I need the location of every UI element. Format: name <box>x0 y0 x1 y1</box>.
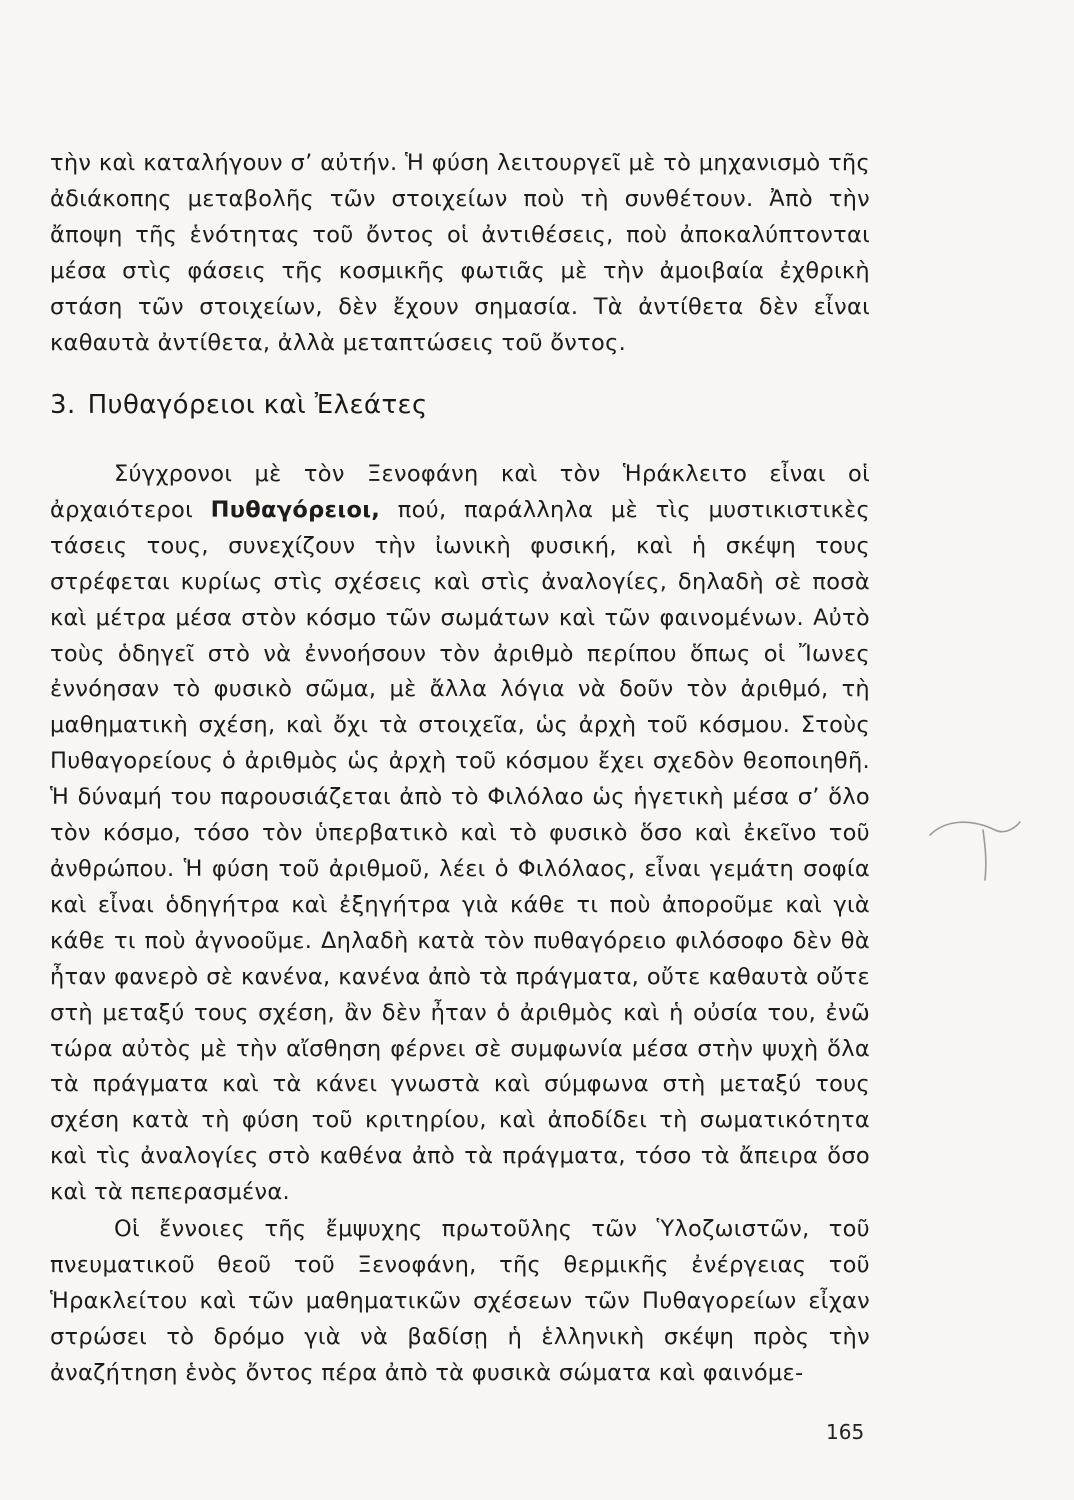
top-paragraph: τὴν καὶ καταλήγουν σ’ αὐτήν. Ἡ φύση λειτουργεῖ μὲ τὸ μηχανισμὸ τῆς ἀδιάκοπης μεταβολῆς τῶν στοιχείων ποὺ τὴ συνθέτουν. Ἀπὸ τὴν ἄποψη τῆς ἑνότητας τοῦ ὄντος οἱ ἀντιθέσεις, ποὺ ἀποκαλύπτονται μέσα στὶς φάσεις τῆς κοσμικῆς φωτιᾶς μὲ τὴν ἀμοιβαία ἐχθρικὴ στάση τῶν στοιχείων, δὲν ἔχουν σημασία. Τὰ ἀντίθετα δὲν εἶναι καθαυτὰ ἀντίθετα, ἀλλὰ μεταπτώσεις τοῦ ὄντος. <box>50 150 870 356</box>
section-title: Πυθαγόρειοι καὶ Ἐλεάτες <box>87 390 428 420</box>
top-text-block <box>50 146 870 361</box>
bold-term-pythagoreans: Πυθαγόρειοι, <box>210 496 381 523</box>
pencil-mark-icon <box>925 790 1025 890</box>
main-paragraph <box>50 457 870 1211</box>
section-number: 3. <box>50 390 76 420</box>
main-paragraph-lead: Σύγχρονοι μὲ τὸν Ξενοφάνη καὶ τὸν Ἡράκλειτο εἶναι οἱ ἀρχαιότεροι <box>50 461 870 523</box>
main-text-block <box>50 457 870 1211</box>
closing-text-block <box>50 1212 870 1392</box>
main-paragraph-rest: πού, παράλληλα μὲ τὶς μυστικιστικὲς τάσεις τους, συνεχίζουν τὴν ἰωνικὴ φυσική, καὶ ἡ σκέψη τους στρέφεται κυρίως στὶς σχέσεις καὶ στὶς ἀναλογίες, δηλαδὴ σὲ ποσὰ καὶ μέτρα μέσα στὸν κόσμο τῶν σωμάτων καὶ τῶν φαινομένων. Αὐτὸ τοὺς ὁδηγεῖ στὸ νὰ ἐννοήσουν τὸν ἀριθμὸ περίπου ὅπως οἱ Ἴωνες ἐννόησαν τὸ φυσικὸ σῶμα, μὲ ἄλλα λόγια νὰ δοῦν τὸν ἀριθμό, τὴ μαθηματικὴ σχέση, καὶ ὄχι τὰ στοιχεῖα, ὡς ἀρχὴ τοῦ κόσμου. Στοὺς Πυθαγορείους ὁ ἀριθμὸς ὡς ἀρχὴ τοῦ κόσμου ἔχει σχεδὸν θεοποιηθῆ. Ἡ δύναμή του παρουσιάζεται ἀπὸ τὸ Φιλόλαο ὡς ἡγετικὴ μέσα σ’ ὅλο τὸν κόσμο, τόσο τὸν ὑπερβατικὸ καὶ τὸ φυσικὸ ὅσο καὶ ἐκεῖνο τοῦ ἀνθρώπου. Ἡ φύση τοῦ ἀριθμοῦ, λέει ὁ Φιλόλαος, εἶναι γεμάτη σοφία καὶ εἶναι ὁδηγήτρα καὶ ἐξηγήτρα γιὰ κάθε τι ποὺ ἀποροῦμε καὶ γιὰ κάθε τι ποὺ ἀγνοοῦμε. Δηλαδὴ κατὰ τὸν πυθαγόρειο φιλόσοφο δὲν θὰ ἦταν φανερὸ σὲ κανένα, κανένα ἀπὸ τὰ πράγματα, οὔτε καθαυτὰ οὔτε στὴ μεταξύ τους σχέση, ἂν δὲν ἦταν ὁ ἀριθμὸς καὶ ἡ οὐσία του, ἐνῶ τώρα αὐτὸς μὲ τὴν αἴσθηση φέρνει σὲ συμφωνία μέσα στὴν ψυχὴ ὅλα τὰ πράγματα καὶ τὰ κάνει γνωστὰ καὶ σύμφωνα στὴ μεταξύ τους σχέση κατὰ τὴ φύση τοῦ κριτηρίου, καὶ ἀποδίδει τὴ σωματικότητα καὶ τὶς ἀναλογίες στὸ καθένα ἀπὸ τὰ πράγματα, τόσο τὰ ἄπειρα ὅσο καὶ τὰ πεπερασμένα. <box>50 496 871 1206</box>
closing-paragraph: Οἱ ἔννοιες τῆς ἔμψυχης πρωτοῦλης τῶν Ὑλοζωιστῶν, τοῦ πνευματικοῦ θεοῦ τοῦ Ξενοφάνη, τῆς θερμικῆς ἐνέργειας τοῦ Ἡρακλείτου καὶ τῶν μαθηματικῶν σχέσεων τῶν Πυθαγορείων εἶχαν στρώσει τὸ δρόμο γιὰ νὰ βαδίσῃ ἡ ἑλληνικὴ σκέψη πρὸς τὴν ἀναζήτηση ἑνὸς ὄντος πέρα ἀπὸ τὰ φυσικὰ σώματα καὶ φαινόμε- <box>50 1216 870 1386</box>
page-number: 165 <box>826 1420 865 1444</box>
section-heading <box>50 390 428 420</box>
